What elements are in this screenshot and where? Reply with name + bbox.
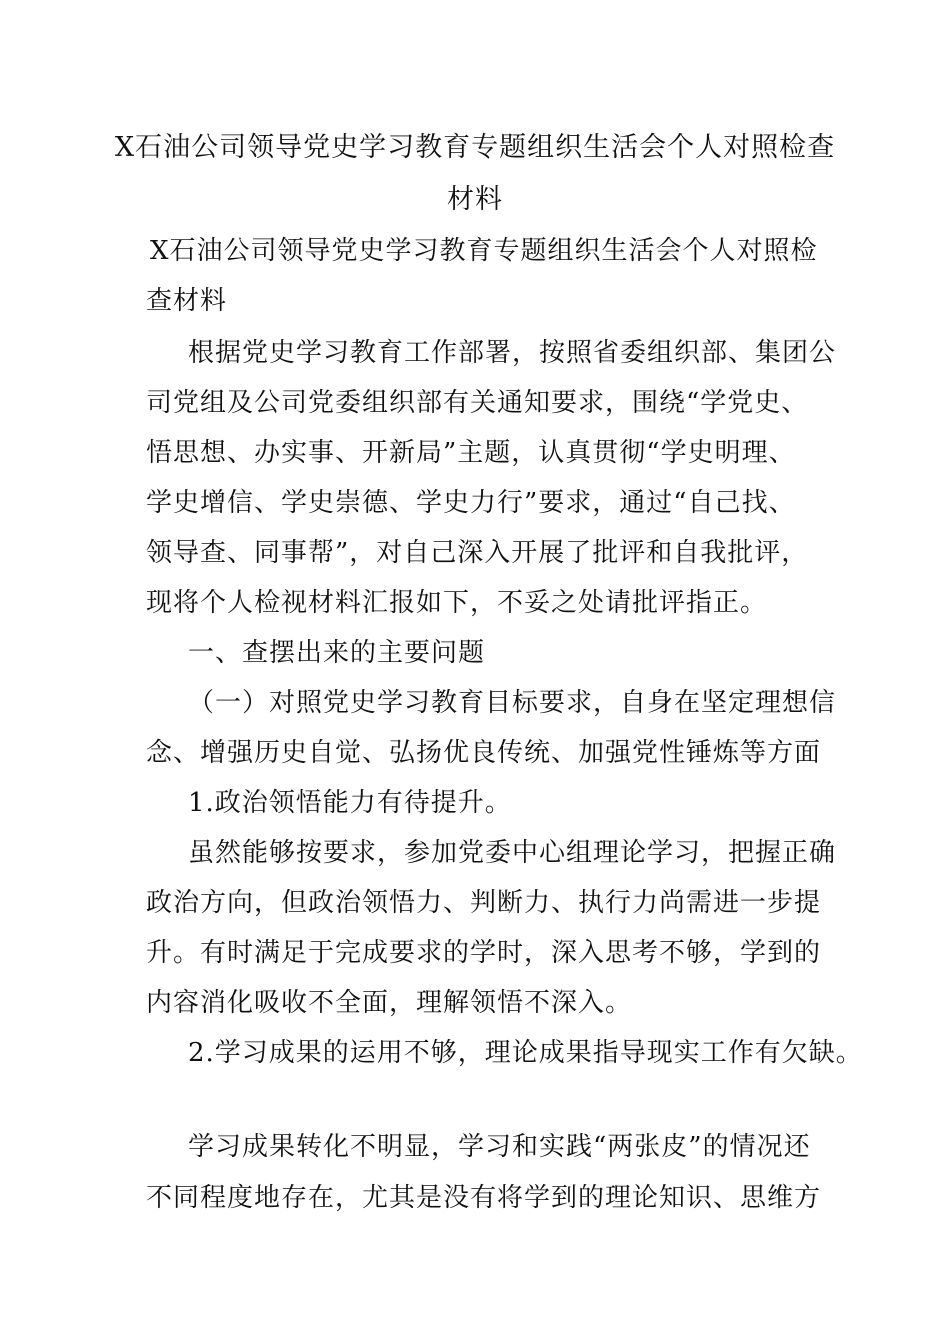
paragraph-line: 悟思想、办实事、开新局”主题，认真贯彻“学史明理、 (146, 438, 796, 468)
section-heading: 一、查摆出来的主要问题 (188, 638, 486, 668)
subsection-line: 念、增强历史自觉、弘扬优良传统、加强党性锤炼等方面 (146, 738, 822, 768)
paragraph-line: 现将个人检视材料汇报如下，不妥之处请批评指正。 (146, 588, 768, 618)
paragraph-line: 虽然能够按要求，参加党委中心组理论学习，把握正确 (188, 838, 837, 868)
document-subtitle-line-2: 查材料 (146, 286, 228, 316)
document-title-line-1: X石油公司领导党史学习教育专题组织生活会个人对照检查 (114, 132, 836, 163)
item-heading: 1.政治领悟能力有待提升。 (188, 788, 512, 818)
paragraph-line: 学习成果转化不明显，学习和实践“两张皮”的情况还 (188, 1132, 811, 1162)
paragraph-line: 司党组及公司党委组织部有关通知要求，围绕“学党史、 (146, 388, 809, 418)
paragraph-line: 政治方向，但政治领悟力、判断力、执行力尚需进一步提 (146, 888, 822, 918)
paragraph-line: 学史增信、学史崇德、学史力行”要求，通过“自己找、 (146, 488, 796, 518)
subsection-line: （一）对照党史学习教育目标要求，自身在坚定理想信 (188, 688, 837, 718)
paragraph-line: 不同程度地存在，尤其是没有将学到的理论知识、思维方 (146, 1183, 822, 1213)
paragraph-line: 升。有时满足于完成要求的学时，深入思考不够，学到的 (146, 938, 822, 968)
document-subtitle-line-1: X石油公司领导党史学习教育专题组织生活会个人对照检 (150, 236, 818, 266)
document-title-line-2: 材料 (447, 184, 503, 215)
paragraph-line: 根据党史学习教育工作部署，按照省委组织部、集团公 (188, 338, 837, 368)
paragraph-line: 内容消化吸收不全面，理解领悟不深入。 (146, 988, 633, 1018)
paragraph-line: 领导查、同事帮”，对自己深入开展了批评和自我批评， (146, 538, 809, 568)
item-heading: 2.学习成果的运用不够，理论成果指导现实工作有欠缺。 (188, 1038, 863, 1068)
